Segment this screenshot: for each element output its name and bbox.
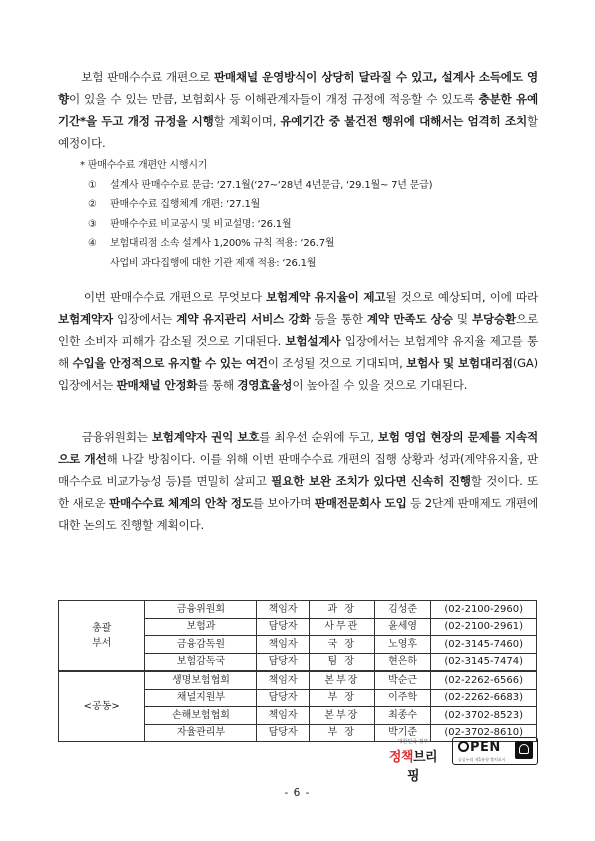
- item-text: 보험대리점 소속 설계사 1,200% 규칙 적용: ‘26.7월: [110, 238, 335, 249]
- text: 이 있을 수 있는 만큼, 보험회사 등 이해관계자들이 개정 규정에 적응할 수 있도록: [69, 92, 479, 106]
- phone-cell: (02-2262-6683): [431, 689, 537, 707]
- page-number: - 6 -: [284, 787, 311, 799]
- phone-cell: (02-3145-7474): [431, 653, 537, 671]
- title-cell: 본부장: [309, 707, 374, 725]
- open-text: PEN: [470, 740, 501, 755]
- emphasis: 부당승환: [471, 312, 516, 326]
- schedule-note: [80, 156, 540, 273]
- role-cell: 책임자: [257, 671, 309, 689]
- emphasis: 판매수수료 체계의 안착 정도: [109, 496, 253, 510]
- role-cell: 담당자: [257, 724, 309, 742]
- emphasis: 판매채널 안정화: [116, 378, 198, 392]
- text: 를 최우선 순위에 두고,: [259, 430, 378, 444]
- org-cell: 금융감독원: [145, 636, 257, 654]
- table-row: [59, 601, 537, 619]
- item-number: ①: [88, 179, 97, 191]
- item-text: 설계사 판매수수료 문급: ‘27.1월(‘27~‘28년 4년문급, ‘29.1월~ 7년 문급): [110, 179, 433, 191]
- text: 등 2단계 판매제도 개편에 대한 논의도 진행할 계획이다.: [58, 496, 538, 532]
- emphasis: 판매전문회사 도입: [314, 496, 407, 510]
- emphasis: 계약 유지관리 서비스 강화: [176, 312, 311, 326]
- text: 를 보아가며: [252, 496, 315, 510]
- text: 될 것으로 예상되며, 이에 따라: [385, 290, 539, 304]
- item-number: ④: [88, 238, 97, 249]
- logo-text: [383, 746, 443, 784]
- org-cell: 자율관리부: [145, 724, 257, 742]
- table-row: [59, 671, 537, 689]
- text: 이 조성될 것으로 기대되며,: [267, 356, 407, 370]
- item-number: ③: [88, 218, 97, 230]
- emphasis: 경영효율성: [237, 378, 293, 392]
- org-cell: 손해보험협회: [145, 707, 257, 725]
- emphasis: 충분한 유예기간*을 두고 개정 규정을 시행: [58, 92, 538, 128]
- logo-text-part: 브리핑: [406, 750, 438, 784]
- emphasis: 보험계약자 권익 보호: [151, 430, 260, 444]
- name-cell: 노영후: [374, 636, 431, 654]
- title-cell: 부 장: [309, 689, 374, 707]
- name-cell: 현은하: [374, 653, 431, 671]
- emphasis: 판매채널 운영방식이 상당히 달라질 수 있고, 설계사 소득에도 영향: [58, 70, 538, 106]
- role-cell: 책임자: [257, 636, 309, 654]
- paragraph-future-plans: [58, 426, 538, 536]
- group-label: 총괄 부서: [92, 622, 112, 649]
- emphasis: 수입을 안정적으로 유지할 수 있는 여건: [72, 356, 268, 370]
- title-cell: 사무관: [309, 618, 374, 636]
- item-text: 판매수수료 집행체계 개편: ‘27.1월: [110, 199, 261, 210]
- open-mark: [458, 740, 501, 755]
- org-cell: 보험감독국: [145, 653, 257, 671]
- note-item: [80, 234, 540, 254]
- role-cell: 담당자: [257, 653, 309, 671]
- org-cell: 생명보험협회: [145, 671, 257, 689]
- text: 할 것이다. 또한 새로운: [58, 474, 538, 510]
- emphasis: 보험 영업 현장의 문제를 지속적으로 개선: [58, 430, 539, 466]
- text: 및: [452, 312, 472, 326]
- attribution-icon: [515, 741, 533, 759]
- text: 할 예정이다.: [58, 114, 538, 150]
- license-caption: 공공누리 제1유형 출처표시: [458, 757, 506, 762]
- title-cell: 본부장: [309, 671, 374, 689]
- note-item: [80, 215, 540, 235]
- text: 등을 통한: [310, 312, 367, 326]
- name-cell: 이주학: [374, 689, 431, 707]
- text: 보험 판매수수료 개편으로: [81, 70, 214, 84]
- emphasis: 보험계약 유지율이 제고: [266, 290, 386, 304]
- phone-cell: (02-3702-8610): [431, 724, 537, 742]
- role-cell: 담당자: [257, 618, 309, 636]
- role-cell: 책임자: [257, 601, 309, 619]
- text: 이번 판매수수료 개편으로 무엇보다: [83, 290, 267, 304]
- emphasis: 계약 만족도 상승: [366, 312, 453, 326]
- contact-table: [58, 600, 537, 742]
- logo-text-part: 정책: [388, 750, 413, 765]
- text: 입장에서는: [113, 312, 177, 326]
- phone-cell: (02-3145-7460): [431, 636, 537, 654]
- role-cell: 책임자: [257, 707, 309, 725]
- emphasis: 필요한 보완 조치가 있다면 신속히 진행: [271, 474, 471, 488]
- text: 할 계획이며,: [213, 114, 281, 128]
- role-cell: 담당자: [257, 689, 309, 707]
- name-cell: 최종수: [374, 707, 431, 725]
- text: 으로 인한 소비자 피해가 감소될 것으로 기대된다.: [58, 312, 538, 348]
- emphasis: 보험설계사: [285, 334, 341, 348]
- text: 이 높아질 수 있을 것으로 기대된다.: [292, 378, 468, 392]
- note-continuation: 사업비 과다집행에 대한 기관 제재 적용: ‘26.1월: [110, 257, 317, 269]
- org-cell: 금융위원회: [145, 601, 257, 619]
- phone-cell: (02-2100-2960): [431, 601, 537, 619]
- emphasis: 유예기간 중 불건전 행위에 대해서는 엄격히 조치: [280, 114, 527, 128]
- paragraph-grace-period: [58, 66, 538, 154]
- logo-caption: 대한민국 정부: [397, 739, 429, 745]
- phone-cell: (02-2100-2961): [431, 618, 537, 636]
- text: 를 통해: [197, 378, 238, 392]
- emphasis: 보험사 및 보험대리점: [406, 356, 513, 370]
- item-number: ②: [88, 199, 97, 210]
- title-cell: 부 장: [309, 724, 374, 742]
- name-cell: 김성준: [374, 601, 431, 619]
- item-text: 판매수수료 비교공시 및 비교설명: ‘26.1월: [110, 218, 292, 230]
- policy-briefing-logo: [383, 738, 443, 784]
- text: 입장에서는 보험계약 유지율 제고를 통해: [58, 334, 538, 370]
- emphasis: 보험계약자: [58, 312, 113, 326]
- title-cell: 팀 장: [309, 653, 374, 671]
- note-heading: * 판매수수료 개편안 시행시기: [80, 160, 208, 171]
- text: (GA) 입장에서는: [58, 356, 538, 392]
- phone-cell: (02-3702-8523): [431, 707, 537, 725]
- text: 금융위원회는: [81, 430, 152, 444]
- note-item: [80, 176, 540, 196]
- org-cell: 채널지원부: [145, 689, 257, 707]
- text: 해 나갈 방침이다. 이를 위해 이번 판매수수료 개편의 집행 상황과 성과(계약유지율, 판매수수료 비교가능성 등)를 면밀히 살피고: [58, 452, 538, 488]
- title-cell: 국 장: [309, 636, 374, 654]
- title-cell: 과 장: [309, 601, 374, 619]
- note-item: [80, 195, 540, 215]
- paragraph-expected-effects: [58, 286, 538, 396]
- org-cell: 보험과: [145, 618, 257, 636]
- open-o-icon: [458, 741, 469, 752]
- name-cell: 박기준: [374, 724, 431, 742]
- phone-cell: (02-2262-6566): [431, 671, 537, 689]
- group-cell: [59, 601, 145, 672]
- open-license-logo: [452, 737, 538, 765]
- name-cell: 박순근: [374, 671, 431, 689]
- group-cell: <공동>: [59, 671, 145, 742]
- name-cell: 윤세영: [374, 618, 431, 636]
